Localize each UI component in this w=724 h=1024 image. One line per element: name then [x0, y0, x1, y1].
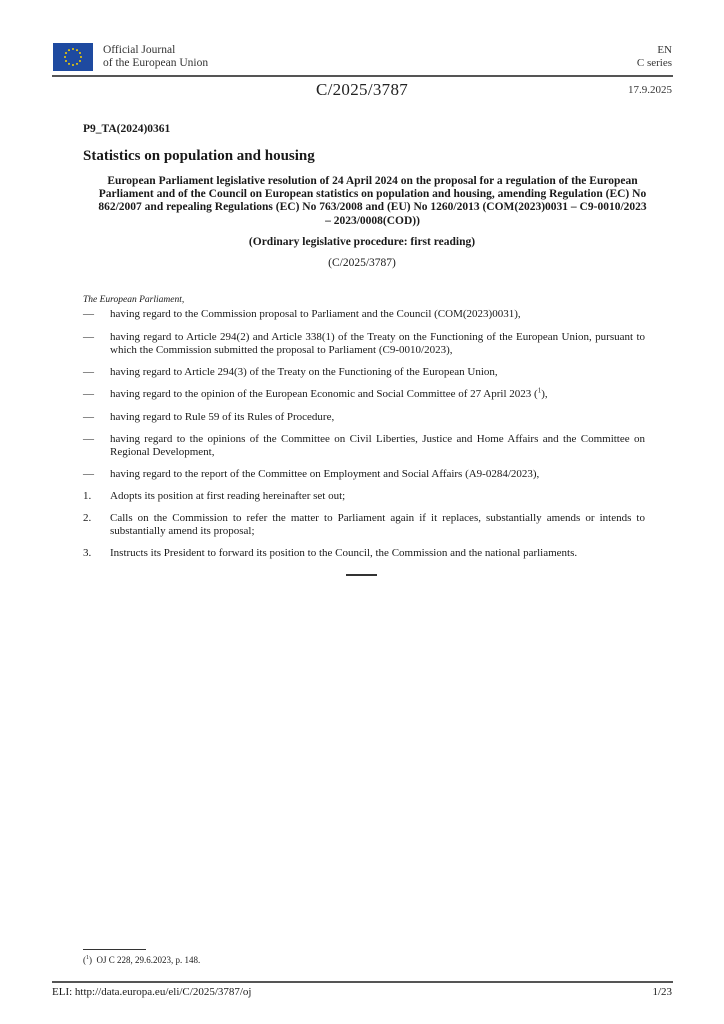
- journal-title-line1: Official Journal: [103, 44, 176, 56]
- procedure-label: (Ordinary legislative procedure: first reading): [248, 236, 476, 248]
- dash-marker: —: [83, 433, 94, 445]
- dash-marker: —: [83, 388, 94, 400]
- eli-link[interactable]: ELI: http://data.europa.eu/eli/C/2025/3787/oj: [52, 986, 252, 998]
- recital-suffix: ,: [544, 388, 548, 400]
- journal-title: [103, 44, 208, 70]
- recital-item: [83, 366, 645, 379]
- header-divider: [52, 75, 673, 77]
- article-number: 1.: [83, 490, 92, 502]
- language-series: [637, 44, 672, 70]
- page-number: 1/23: [652, 986, 672, 998]
- footnote-ref-open: (: [534, 388, 538, 400]
- dash-marker: —: [83, 411, 94, 423]
- recital-text: having regard to Article 294(3) of the Treaty on the Functioning of the European Union,: [110, 366, 498, 378]
- footnote-marker-number: 1: [86, 955, 89, 961]
- recital-text-with-footnote: [110, 388, 645, 401]
- dash-marker: —: [83, 308, 94, 320]
- dash-marker: —: [83, 468, 94, 480]
- article-item: [83, 512, 645, 538]
- footnote-marker: ($^1$): [83, 955, 92, 965]
- article-item: [83, 490, 645, 503]
- recital-text: having regard to the opinion of the European Economic and Social Committee of 27 April 2023: [110, 388, 532, 400]
- c-number: (C/2025/3787): [328, 257, 396, 269]
- recital-text: having regard to the opinions of the Committee on Civil Liberties, Justice and Home Affairs and the Committee on Regional Development,: [110, 433, 645, 458]
- section-separator: [346, 574, 377, 576]
- dash-marker: —: [83, 331, 94, 343]
- recital-text: having regard to the Commission proposal to Parliament and the Council (COM(2023)0031),: [110, 308, 521, 320]
- footer-divider: [52, 981, 673, 983]
- article-number: 2.: [83, 512, 92, 524]
- recital-text: having regard to Rule 59 of its Rules of Procedure,: [110, 411, 335, 423]
- intro-text: The European Parliament,: [83, 295, 185, 305]
- resolution-subtitle: European Parliament legislative resolution of 24 April 2024 on the proposal for a regulation of the European Parliament and of the Council on European statistics on population and housing, amending Regulation (EC) No 862/2007 and repealing Regulations (EC) No 763/2008 and (EU) No 1260/2013 (COM(2023)0031 – C9-0010/2023 – 2023/0008(COD)): [98, 175, 647, 227]
- publication-date: 17.9.2025: [628, 84, 672, 96]
- journal-title-line2: of the European Union: [103, 57, 209, 69]
- series-label: C series: [636, 57, 672, 69]
- footnote-ref[interactable]: 1: [537, 386, 542, 395]
- language-code: EN: [657, 44, 672, 56]
- recital-item: [83, 411, 645, 424]
- footnote-divider: [83, 949, 146, 950]
- footnote: [83, 955, 200, 965]
- dash-marker: —: [83, 366, 94, 378]
- recital-item: [83, 468, 645, 481]
- article-item: [83, 547, 645, 560]
- footnote-ref-close: ): [541, 388, 545, 400]
- recital-text: having regard to the report of the Committee on Employment and Social Affairs (A9-0284/2023),: [110, 468, 540, 480]
- recital-item: [83, 433, 645, 459]
- recital-item: [83, 308, 645, 321]
- article-text: Calls on the Commission to refer the matter to Parliament again if it replaces, substantially amends or intends to substantially amend its proposal;: [110, 512, 645, 537]
- footnote-text: OJ C 228, 29.6.2023, p. 148.: [96, 955, 201, 965]
- article-text: Adopts its position at first reading hereinafter set out;: [110, 490, 346, 502]
- document-number: C/2025/3787: [315, 80, 409, 99]
- recital-item: [83, 331, 645, 357]
- article-number: 3.: [83, 547, 92, 559]
- document-reference: P9_TA(2024)0361: [83, 123, 171, 135]
- page-title: Statistics on population and housing: [83, 148, 315, 164]
- recital-text: having regard to Article 294(2) and Article 338(1) of the Treaty on the Functioning of the European Union, pursuant to which the Commission submitted the proposal to Parliament (C9-0010/2023),: [110, 331, 645, 356]
- recital-item: [83, 388, 645, 401]
- eu-flag-icon: [53, 43, 93, 71]
- article-text: Instructs its President to forward its position to the Council, the Commission and the national parliaments.: [110, 547, 578, 559]
